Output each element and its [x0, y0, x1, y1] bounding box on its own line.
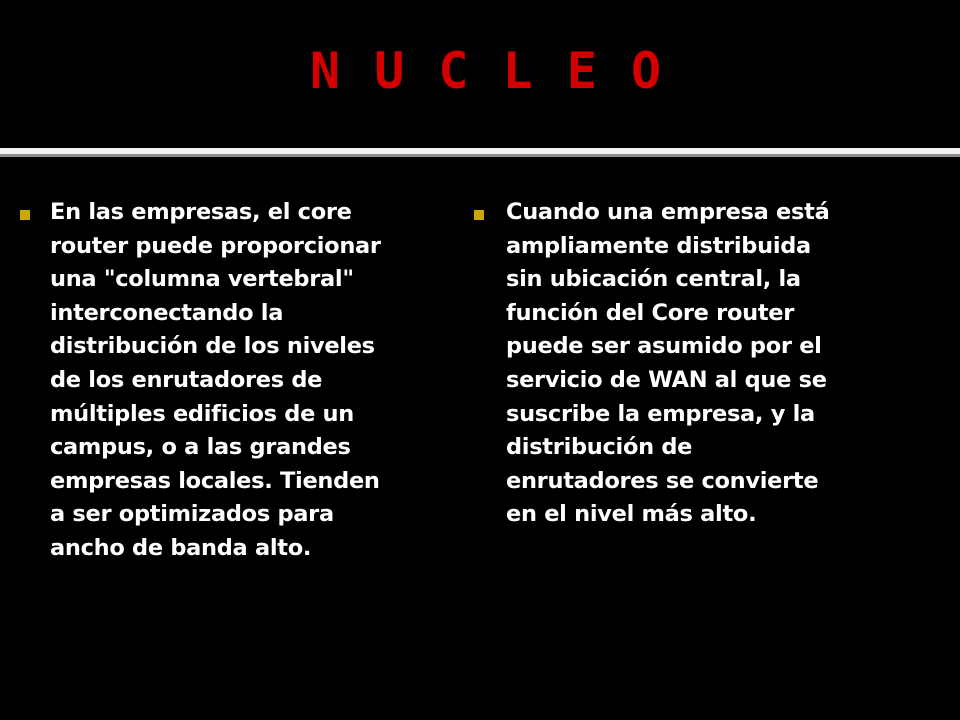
- paragraph-line: interconectando la: [50, 299, 284, 326]
- square-bullet-icon: [474, 210, 484, 220]
- right-paragraph: [506, 196, 829, 532]
- paragraph-line: ancho de banda alto.: [50, 534, 312, 561]
- slide-title: N U C L E O: [310, 42, 664, 100]
- paragraph-line: sin ubicación central, la: [506, 266, 801, 293]
- paragraph-line: servicio de WAN al que se: [506, 366, 827, 393]
- paragraph-line: distribución de los niveles: [50, 333, 375, 360]
- paragraph-line: suscribe la empresa, y la: [506, 400, 815, 427]
- right-column: [474, 196, 914, 532]
- paragraph-line: En las empresas, el core: [50, 199, 352, 225]
- paragraph-line: enrutadores se convierte: [506, 467, 819, 494]
- title-divider-shadow: [0, 154, 960, 157]
- title-bar: [0, 0, 960, 148]
- paragraph-line: a ser optimizados para: [50, 501, 334, 528]
- paragraph-line: en el nivel más alto.: [506, 501, 757, 528]
- paragraph-line: múltiples edificios de un: [50, 400, 354, 427]
- paragraph-line: distribución de: [506, 434, 693, 461]
- left-column: [20, 196, 468, 566]
- paragraph-line: ampliamente distribuida: [506, 232, 811, 259]
- paragraph-line: función del Core router: [506, 299, 795, 326]
- paragraph-line: router puede proporcionar: [50, 232, 381, 259]
- paragraph-line: una "columna vertebral": [50, 266, 354, 293]
- square-bullet-icon: [20, 210, 30, 220]
- paragraph-line: puede ser asumido por el: [506, 333, 822, 360]
- left-paragraph: [50, 196, 381, 566]
- paragraph-line: de los enrutadores de: [50, 366, 323, 393]
- paragraph-line: Cuando una empresa está: [506, 199, 830, 225]
- paragraph-line: empresas locales. Tienden: [50, 467, 380, 494]
- paragraph-line: campus, o a las grandes: [50, 434, 351, 461]
